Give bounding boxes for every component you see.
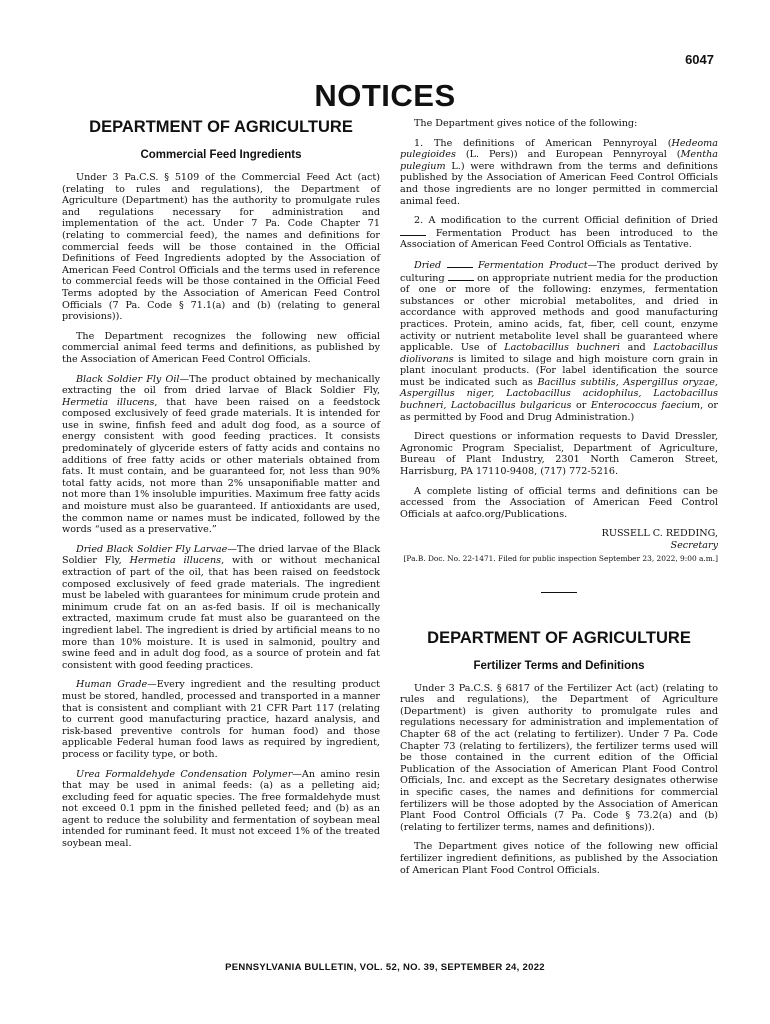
definition-term: Urea Formaldehyde Condensation Polymer [76,768,293,780]
recognizes-paragraph: The Department recognizes the following new official commercial animal feed terms and definitions, as published by the Association of American Feed Control Officials. [62,330,380,365]
scientific-name: Hedeoma pulegioides [400,137,718,161]
definition-dried-fermentation-product: Dried Fermentation Product—The product derived by culturing on appropriate nutrient media for the production of one or more of the following: enzymes, fermentation substances or other microbial metabolites, and dried in accordance with approved methods and good manufacturing practices. Protein, amino acids, fat, fiber, cell count, enzyme activity or nutrient metabolite level shall be guaranteed where applicable. Use of Lactobacillus buchneri and Lactobacillus diolivorans is limited to silage and high moisture corn grain in plant inoculant products. (For label identification the source must be indicated such as Bacillus subtilis, Aspergillus oryzae, Aspergillus niger, Lactobacillus acidophilus, Lactobacillus buchneri, Lactobacillus bulgaricus or Enterococcus faecium, or as permitted by Food and Drug Administration.) [400,259,718,423]
definition-term: Black Soldier Fly Oil [76,373,180,385]
scientific-name: Bacillus subtilis, Aspergillus oryzae, Aspergillus niger, Lactobacillus acidophilus, Lactobacillus buchneri, Lactobacillus bulgaricus [400,376,718,412]
item-1-paragraph: 1. The definitions of American Pennyroyal (Hedeoma pulegioides (L. Pers)) and European Pennyroyal (Mentha pulegium L.) were withdrawn from the terms and definitions published by the Association of American Feed Control Officials and those ingredients are no longer permitted in commercial animal feed. [400,137,718,207]
definition-term: Fermentation Product [472,259,588,271]
scientific-name: Hermetia illucens [62,396,155,408]
notice-subject: Fertilizer Terms and Definitions [473,659,645,672]
definition-term: Dried [414,259,447,271]
signer-title: Secretary [670,540,718,551]
scientific-name: Lactobacillus buchneri [504,342,620,354]
left-column [62,118,380,858]
definition-black-soldier-fly-oil: Black Soldier Fly Oil—The product obtained by mechanically extracting the oil from dried larvae of Black Soldier Fly, Hermetia illucens, that have been raised on a feedstock composed exclusively of feed grade materials. It is intended for use in swine, finfish feed and adult dog food, as a source of energy consistent with good feeding practices. It consists predominately of glyceride esters of fatty acids and contains no additions of free fatty acids or other materials obtained from fats. It must contain, and be guaranteed for, not less than 90% total fatty acids, not more than 2% unsaponifiable matter and not more than 1% insoluble impurities. Maximum free fatty acids and moisture must also be guaranteed. If antioxidants are used, the common name or names must be indicated, followed by the words “used as a preservative.” [62,373,380,536]
notice-subject: Commercial Feed Ingredients [140,149,302,161]
signer-name: RUSSELL C. REDDING, [601,528,718,540]
definition-dried-larvae: Dried Black Soldier Fly Larvae—The dried larvae of the Black Soldier Fly, Hermetia illucens, with or without mechanical extraction of part of the oil, that has been raised on feedstock composed exclusively of feed grade materials. The ingredient must be labeled with guarantees for minimum crude protein and minimum crude fat on an as-fed basis. If oil is mechanically extracted, maximum crude fat must also be guaranteed on the ingredient label. The ingredient is dried by artificial means to no more than 10% moisture. It is used in salmonid, poultry and swine feed and in adult dog food, as a source of protein and fat consistent with good feeding practices. [62,543,381,671]
blank-line [447,259,473,268]
blank-line [400,227,426,236]
item-2-paragraph: 2. A modification to the current Official definition of Dried Fermentation Product has been introduced to the Association of American Feed Control Officials as Tentative. [400,215,718,251]
section-title: NOTICES [314,78,456,113]
definition-human-grade: Human Grade—Every ingredient and the resulting product must be stored, handled, processed and transported in a manner that is consistent and compliant with 21 CFR Part 117 (relating to current good manufacturing practice, hazard analysis, and risk-based preventive controls for human food) and those applicable Federal human food laws as required by ingredient, process or facility type, or both. [62,679,380,760]
scientific-name: Enterococcus faecium [590,400,701,412]
definition-term: Human Grade [76,679,148,691]
gives-notice-paragraph: The Department gives notice of the following: [414,118,638,129]
page-number: 6047 [685,52,714,67]
listing-paragraph: A complete listing of official terms and definitions can be accessed from the Association of American Feed Control Officials at aafco.org/Publications. [400,485,718,520]
blank-line [448,272,474,281]
scientific-name: Lactobacillus diolivorans [400,342,718,365]
document-reference: [Pa.B. Doc. No. 22-1471. Filed for public inspection September 23, 2022, 9:00 a.m.] [403,553,718,563]
contact-paragraph: Direct questions or information requests to David Dressler, Agronomic Program Specialist, Department of Agriculture, Bureau of Plant Industry, 2301 North Cameron Street, Harrisburg, PA 17110-9408, (717) 772-5216. [400,431,718,478]
scientific-name: Mentha pulegium [400,149,718,172]
department-heading: DEPARTMENT OF AGRICULTURE [427,628,691,647]
fertilizer-intro-paragraph: Under 3 Pa.C.S. § 6817 of the Fertilizer Act (act) (relating to rules and regulations), the Department of Agriculture (Department) is given authority to promulgate rules and regulations necessary for administration and implementation of Chapter 68 of the act (relating to fertilizer). Under 7 Pa. Code Chapter 73 (relating to fertilizers), the fertilizer terms used will be those contained in the current edition of the Official Publication of the Association of American Plant Food Control Officials, Inc. and except as the Secretary designates otherwise in specific cases, the names and definitions for commercial fertilizers will be those adopted by the Association of American Plant Food Control Officials (7 Pa. Code § 73.2(a) and (b) (relating to fertilizer terms, names and definitions)). [400,682,718,833]
right-column [400,118,718,884]
intro-paragraph: Under 3 Pa.C.S. § 5109 of the Commercial Feed Act (act) (relating to rules and regulations), the Department of Agriculture (Department) has the authority to promulgate rules and regulations necessary for administration and implementation of the act. Under 7 Pa. Code Chapter 71 (relating to commercial feed), the names and definitions for commercial feeds will be those contained in the Official Definitions of Feed Ingredients adopted by the Association of American Feed Control Officials and the terms used in reference to commercial feeds will be those contained in the Official Feed Terms adopted by the Association of American Feed Control Officials (7 Pa. Code § 71.1(a) and (b) (relating to general provisions)). [62,172,380,323]
bulletin-footer: PENNSYLVANIA BULLETIN, VOL. 52, NO. 39, SEPTEMBER 24, 2022 [225,962,545,973]
fertilizer-notice-paragraph: The Department gives notice of the following new official fertilizer ingredient definitions, as published by the Association of American Plant Food Control Officials. [400,841,718,876]
definition-term: Dried Black Soldier Fly Larvae [76,543,228,555]
definition-urea-formaldehyde: Urea Formaldehyde Condensation Polymer—An amino resin that may be used in animal feeds: (a) as a pelleting aid; excluding feed for aquatic species. The free formaldehyde must not exceed 0.1 ppm in the finished pelleted feed; and (b) as an agent to reduce the solubility and fermentation of soybean meal intended for ruminant feed. It must not exceed 1% of the treated soybean meal. [62,768,381,850]
department-heading: DEPARTMENT OF AGRICULTURE [89,118,353,136]
section-divider [541,592,577,593]
scientific-name: Hermetia illucens [129,555,222,567]
